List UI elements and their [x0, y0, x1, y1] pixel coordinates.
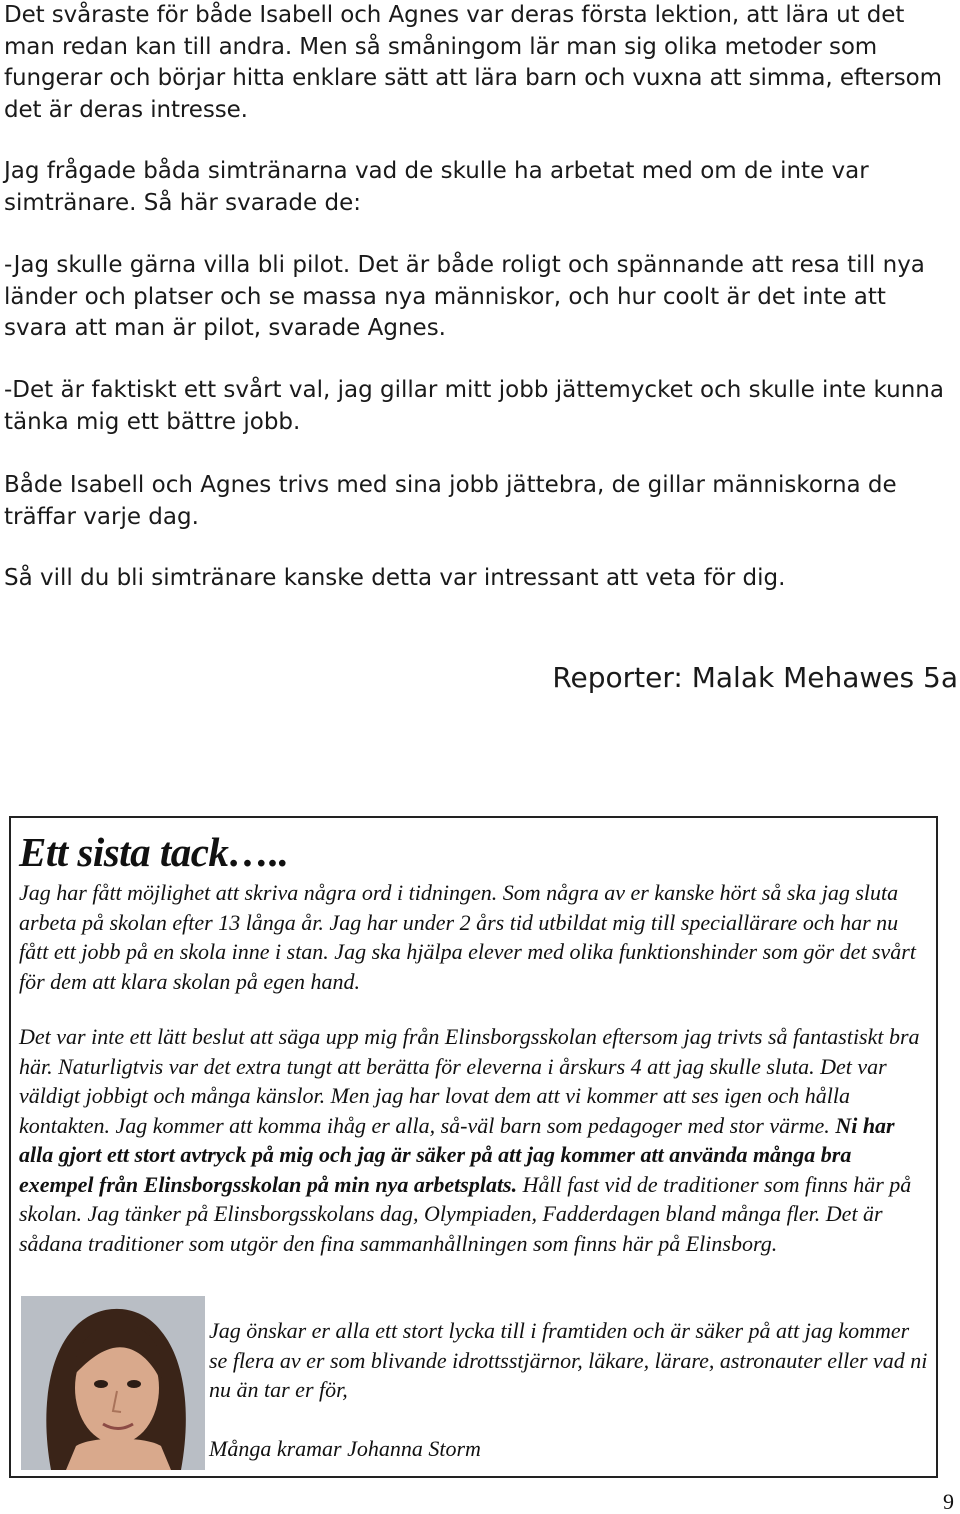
farewell-paragraph: Jag önskar er alla ett stort lycka till i framtiden och är säker på att jag kommer se flera av er som blivande idrottsstjärnor, läkare, lärare, astronauter eller vad ni nu än tar er för, [209, 1318, 928, 1402]
farewell-bold-text: Ni har alla gjort ett stort avtryck på mig och jag är säker på att jag kommer att använda många bra exempel från Elinsborgsskolan på min nya arbetsplats. [19, 1112, 895, 1197]
signature: Många kramar Johanna Storm [209, 1436, 481, 1461]
article-paragraph: Både Isabell och Agnes trivs med sina jobb jättebra, de gillar människorna de träffar varje dag. [4, 472, 897, 530]
article-paragraph: Så vill du bli simtränare kanske detta var intressant att veta för dig. [4, 565, 786, 591]
article-paragraph: Jag frågade båda simtränarna vad de skulle ha arbetat med om de inte var simtränare. Så här svarade de: [4, 158, 869, 216]
farewell-paragraph [19, 1022, 924, 1258]
page-number: 9 [943, 1489, 954, 1514]
farewell-title: Ett sista tack….. [19, 829, 289, 875]
reporter-byline: Reporter: Malak Mehawes 5a [552, 661, 958, 694]
article-paragraph: -Jag skulle gärna villa bli pilot. Det är både roligt och spännande att resa till nya länder och platser och se massa nya människor, och hur coolt är det inte att svara att man är pilot, svarade Agnes. [4, 252, 925, 341]
farewell-text: Det var inte ett lätt beslut att säga upp mig från Elinsborgsskolan eftersom jag trivts så fantastiskt bra här. Naturligtvis var det extra tungt att berätta för eleverna i årskurs 4 att jag skulle sluta. Det var väldigt jobbigt och många känslor. Men jag har lovat dem att vi kommer att ses igen och hålla kontakten. Jag kommer att komma ihåg er alla, så-väl barn som pedagoger med stor värme. [19, 1024, 920, 1138]
portrait-image [21, 1296, 205, 1470]
article-paragraph: -Det är faktiskt ett svårt val, jag gillar mitt jobb jättemycket och skulle inte kunna tänka mig ett bättre jobb. [4, 377, 944, 435]
portrait-photo [21, 1296, 205, 1470]
farewell-text: Håll fast vid de traditioner som finns här på skolan. Jag tänker på Elinsborgsskolans dag, Olympiaden, Fadderdagen bland många fler. Det är sådana traditioner som utgör den fina sammanhållningen som finns här på Elinsborg. [19, 1171, 912, 1256]
farewell-box [9, 816, 938, 1478]
farewell-paragraph: Jag har fått möjlighet att skriva några ord i tidningen. Som några av er kanske hört så ska jag sluta arbeta på skolan efter 13 långa år. Jag har under 2 års tid utbildat mig till speciallärare och har nu fått ett jobb på en skola inne i stan. Jag ska hjälpa elever med olika funktionshinder som gör det svårt för dem att klara skolan på egen hand. [19, 880, 916, 994]
article-paragraph: Det svåraste för både Isabell och Agnes var deras första lektion, att lära ut det man redan kan till andra. Men så småningom lär man sig olika metoder som fungerar och börjar hitta enklare sätt att lära barn och vuxna att simma, eftersom det är deras intresse. [4, 2, 942, 123]
